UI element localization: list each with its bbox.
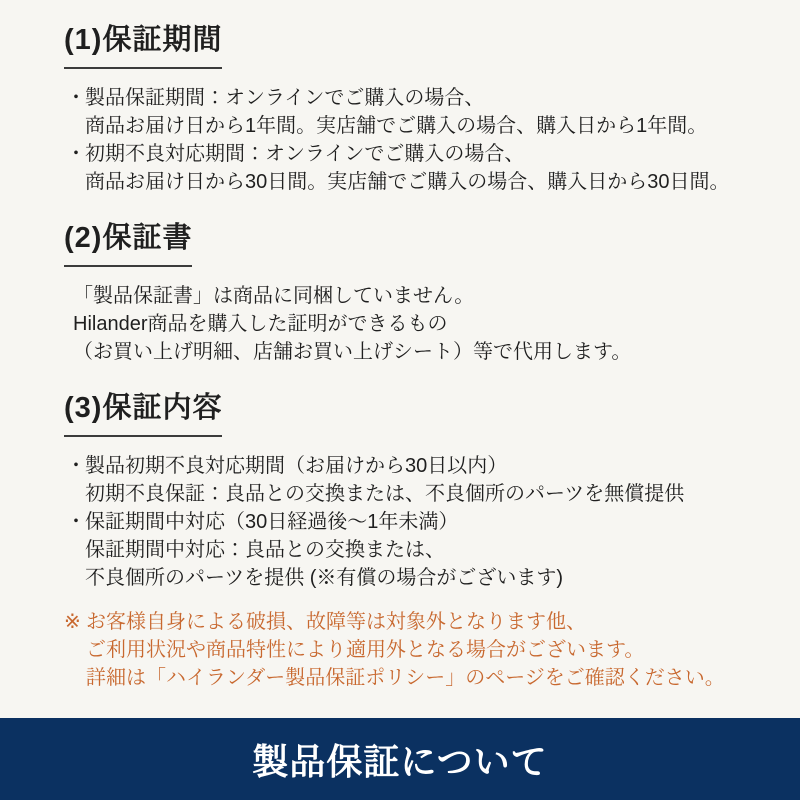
bullet-icon: ・	[66, 143, 86, 165]
section-body	[64, 84, 770, 196]
body-line-text: （お買い上げ明細、店舗お買い上げシート）等で代用します。	[73, 341, 632, 363]
body-line-text: 製品初期不良対応期間（お届けから30日以内）	[85, 455, 508, 477]
body-line	[64, 168, 770, 196]
body-line	[64, 564, 770, 592]
body-line-text: 保証期間中対応：良品との交換または、	[85, 539, 445, 561]
notice-line	[64, 664, 770, 692]
body-line	[64, 140, 770, 168]
body-line-text: 初期不良保証：良品との交換または、不良個所のパーツを無償提供	[85, 483, 685, 505]
body-line-text: 商品お届け日から1年間。実店舗でご購入の場合、購入日から1年間。	[85, 115, 708, 137]
body-line-text: 初期不良対応期間：オンラインでご購入の場合、	[85, 143, 525, 165]
bullet-icon: ・	[66, 455, 86, 477]
body-line-text: 「製品保証書」は商品に同梱していません。	[73, 285, 475, 307]
section-heading: (2)保証書	[64, 221, 192, 267]
body-line	[64, 452, 770, 480]
body-line	[64, 480, 770, 508]
section-warranty-period	[64, 23, 770, 196]
body-line-text: 保証期間中対応（30日経過後〜1年未満）	[85, 511, 459, 533]
section-heading: (1)保証期間	[64, 23, 222, 69]
body-line	[64, 338, 770, 366]
notice-line-text: ご利用状況や商品特性により適用外となる場合がございます。	[86, 639, 645, 661]
body-line	[64, 536, 770, 564]
body-line-text: 製品保証期間：オンラインでご購入の場合、	[85, 87, 485, 109]
footer-bar	[0, 718, 800, 800]
body-line-text: 商品お届け日から30日間。実店舗でご購入の場合、購入日から30日間。	[85, 171, 730, 193]
section-warranty-card	[64, 221, 770, 366]
section-body	[64, 452, 770, 592]
disclaimer-notice	[64, 608, 770, 692]
footer-title: 製品保証について	[252, 740, 548, 782]
body-line	[64, 282, 770, 310]
notice-line	[64, 608, 770, 636]
bullet-icon: ・	[66, 87, 86, 109]
bullet-icon: ・	[66, 511, 86, 533]
body-line	[64, 112, 770, 140]
body-line	[64, 508, 770, 536]
notice-line-text: 詳細は「ハイランダー製品保証ポリシー」のページをご確認ください。	[86, 667, 725, 689]
notice-line-text: お客様自身による破損、故障等は対象外となります他、	[86, 611, 586, 633]
reference-mark-icon: ※	[64, 611, 81, 633]
section-warranty-coverage	[64, 391, 770, 592]
body-line	[64, 310, 770, 338]
body-line	[64, 84, 770, 112]
body-line-text: Hilander商品を購入した証明ができるもの	[73, 313, 448, 335]
section-heading: (3)保証内容	[64, 391, 222, 437]
body-line-text: 不良個所のパーツを提供 (※有償の場合がございます)	[85, 567, 564, 589]
section-body	[64, 282, 770, 366]
notice-line	[64, 636, 770, 664]
